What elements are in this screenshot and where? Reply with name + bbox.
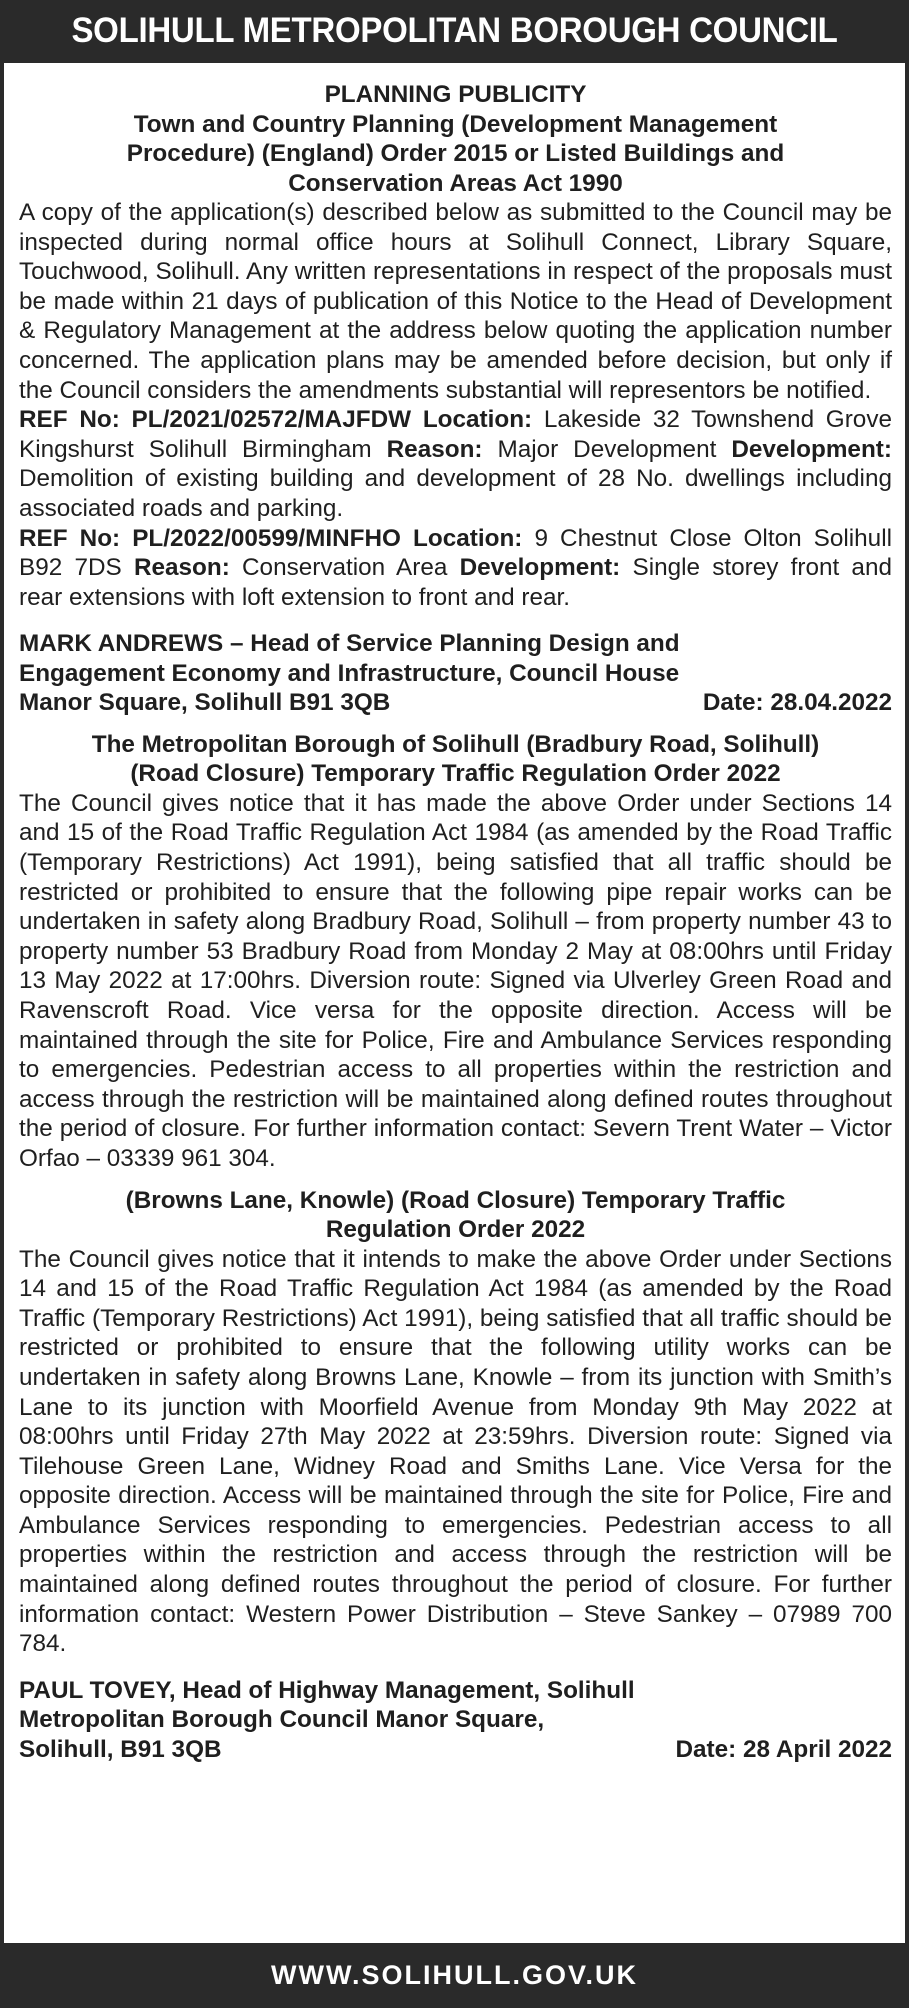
signature-line: Metropolitan Borough Council Manor Square, <box>19 1706 545 1734</box>
signature-date: Date: 28 April 2022 <box>675 1735 892 1763</box>
council-website-link[interactable]: WWW.SOLIHULL.GOV.UK <box>271 1960 638 1990</box>
planning-intro: A copy of the application(s) described below as submitted to the Council may be inspected during normal office hours at Solihull Connect, Library Square, Touchwood, Solihull. Any written representations in respect of the proposals must be made within 21 days of publication of this Notice to the Head of Development & Regulatory Management at the address below quoting the application number concerned. The application plans may be amended before decision, but only if the Council considers the amendments substantial will representors be notified. <box>19 199 892 404</box>
order-body: The Council gives notice that it has made the above Order under Sections 14 and 15 of the Road Traffic Regulation Act 1984 (as amended by the Road Traffic (Temporary Restrictions) Act 1991), being satisfied that all traffic should be restricted or prohibited to ensure that the following pipe repair works can be undertaken in safety along Bradbury Road, Solihull – from property number 43 to property number 53 Bradbury Road from Monday 2 May at 08:00hrs until Friday 13 May 2022 at 17:00hrs. Diversion route: Signed via Ulverley Green Road and Ravenscroft Road. Vice versa for the opposite direction. Access will be maintained through the site for Police, Fire and Ambulance Services responding to emergencies. Pedestrian access to all properties within the restriction and access through the restriction will be maintained along defined routes throughout the period of closure. For further information contact: Severn Trent Water – Victor Orfao – 03339 961 304. <box>19 789 892 1172</box>
application-entry <box>19 405 892 523</box>
planning-subheading-line: Procedure) (England) Order 2015 or Listed Buildings and <box>126 140 785 167</box>
signatory-title: , Head of Highway Management, Solihull <box>168 1676 635 1704</box>
planning-subheading <box>19 110 892 199</box>
bradbury-road-order-section <box>19 730 892 1174</box>
signature-address: Solihull, B91 3QB <box>19 1735 222 1763</box>
signatory-name: PAUL TOVEY <box>19 1676 169 1704</box>
signature-date: Date: 28.04.2022 <box>702 689 892 717</box>
signature-line <box>19 1676 892 1706</box>
planning-signature <box>19 629 892 718</box>
order-title <box>19 1186 892 1245</box>
planning-subheading-line: Conservation Areas Act 1990 <box>288 169 623 197</box>
application-reason: Conservation Area <box>242 554 448 582</box>
application-location: Lakeside 32 Townshend Grove Kingshurst Solihull Birmingham <box>19 406 892 463</box>
planning-heading: PLANNING PUBLICITY <box>324 81 587 108</box>
signature-line: Engagement Economy and Infrastructure, Council House <box>19 659 680 687</box>
planning-subheading-line: Town and Country Planning (Development Management <box>133 110 778 138</box>
application-development: Demolition of existing building and development of 28 No. dwellings including associated roads and parking. <box>19 465 892 522</box>
application-ref: PL/2021/02572/MAJFDW <box>131 406 412 434</box>
location-label: Location: <box>413 524 523 552</box>
application-entry <box>19 524 892 613</box>
order-title-line: Regulation Order 2022 <box>325 1216 586 1244</box>
order-title <box>19 730 892 789</box>
planning-publicity-section <box>19 80 892 718</box>
application-ref: PL/2022/00599/MINFHO <box>132 524 401 552</box>
application-location: 9 Chestnut Close Olton Solihull B92 7DS <box>19 524 892 582</box>
signature-address: Manor Square, Solihull B91 3QB <box>19 689 391 717</box>
reason-label: Reason: <box>133 554 230 582</box>
application-reason: Major Development <box>497 435 717 463</box>
signature-address-row <box>19 1735 892 1765</box>
signature-address-row <box>19 688 892 718</box>
order-title-line: The Metropolitan Borough of Solihull (Bradbury Road, Solihull) <box>91 730 820 758</box>
development-label: Development: <box>459 554 621 582</box>
signature-line: MARK ANDREWS – Head of Service Planning Design and <box>19 630 680 658</box>
browns-lane-order-section <box>19 1186 892 1765</box>
development-label: Development: <box>731 435 892 463</box>
order-body: The Council gives notice that it intends to make the above Order under Sections 14 and 15 of the Road Traffic Regulation Act 1984 (as amended by the Road Traffic (Temporary Restrictions) Act 1991), being satisfied that all traffic should be restricted or prohibited to ensure that the following utility works can be undertaken in safety along Browns Lane, Knowle – from its junction with Smith’s Lane to its junction with Moorfield Avenue from Monday 9th May 2022 at 08:00hrs until Friday 27th May 2022 at 23:59hrs. Diversion route: Signed via Tilehouse Green Lane, Widney Road and Smiths Lane. Vice Versa for the opposite direction. Access will be maintained through the site for Police, Fire and Ambulance Services responding to emergencies. Pedestrian access to all properties within the restriction and access through the restriction will be maintained along defined routes throughout the period of closure. For further information contact: Western Power Distribution – Steve Sankey – 07989 700 784. <box>19 1245 892 1658</box>
order-title-line: (Road Closure) Temporary Traffic Regulation Order 2022 <box>130 760 781 788</box>
application-development: Single storey front and rear extensions with loft extension to front and rear. <box>19 554 892 611</box>
notice-body <box>4 63 905 1943</box>
council-header: SOLIHULL METROPOLITAN BOROUGH COUNCIL <box>71 10 838 50</box>
highways-signature <box>19 1676 892 1765</box>
order-title-line: (Browns Lane, Knowle) (Road Closure) Temporary Traffic <box>125 1186 786 1214</box>
reason-label: Reason: <box>386 435 483 463</box>
location-label: Location: <box>422 406 533 434</box>
ref-label: REF No: <box>19 524 121 552</box>
ref-label: REF No: <box>19 406 120 434</box>
